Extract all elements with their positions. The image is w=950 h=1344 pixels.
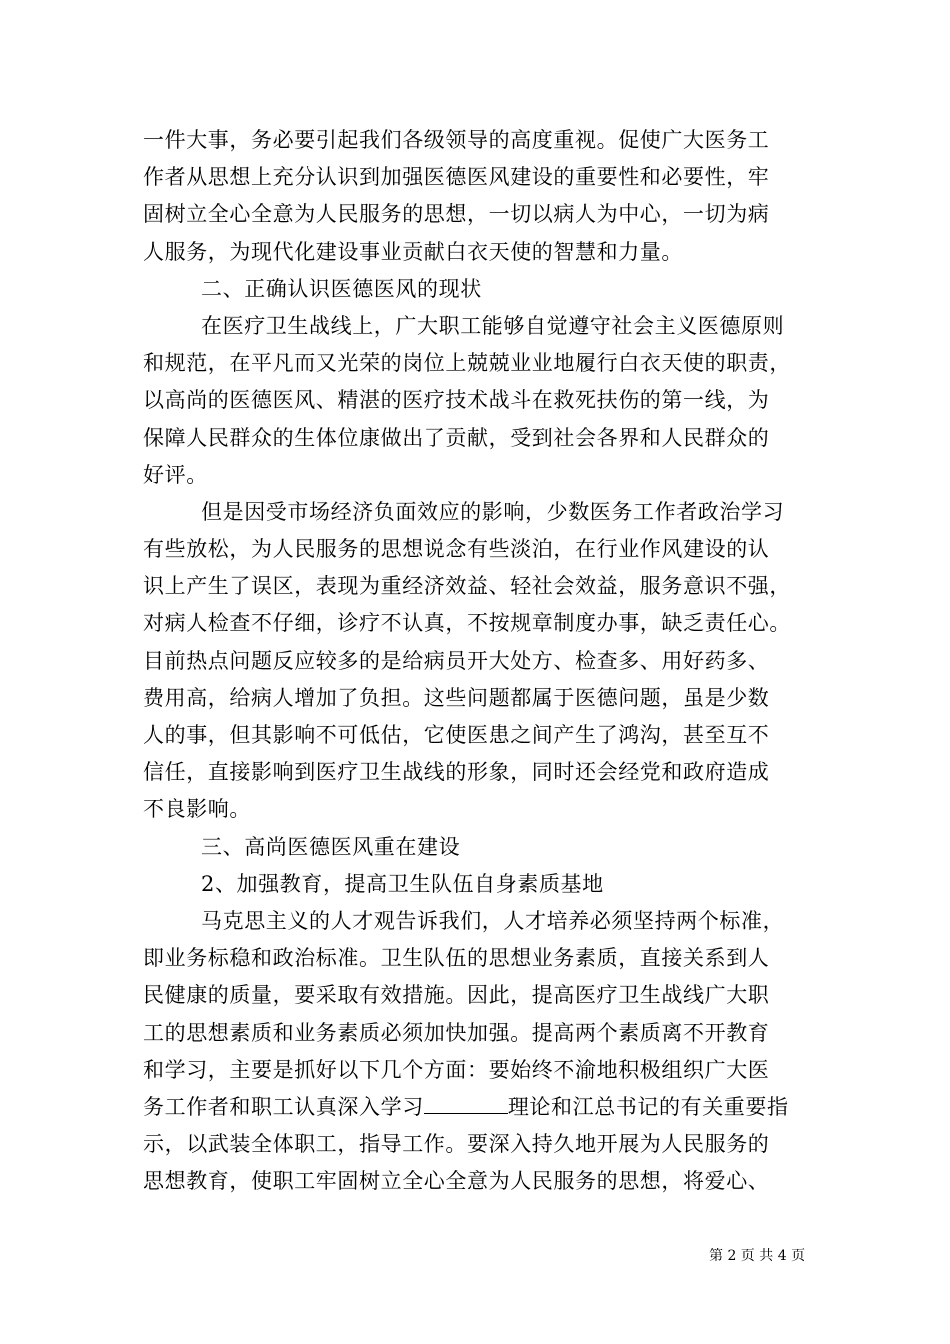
text-line: 费用高，给病人增加了负担。这些问题都属于医德问题，虽是少数	[143, 685, 770, 710]
text-line: 民健康的质量，要采取有效措施。因此，提高医疗卫生战线广大职	[143, 983, 770, 1008]
text-line: 对病人检查不仔细，诊疗不认真，不按规章制度办事，缺乏责任心。	[143, 611, 791, 636]
section-heading: 二、正确认识医德医风的现状	[201, 276, 482, 301]
text-fragment: 理论和江总书记的有关重要指	[507, 1094, 789, 1119]
text-line: 一件大事，务必要引起我们各级领导的高度重视。促使广大医务工	[143, 128, 770, 152]
text-line: 在医疗卫生战线上，广大职工能够自觉遵守社会主义医德原则	[201, 313, 785, 338]
text-line: 人服务，为现代化建设事业贡献白衣天使的智慧和力量。	[143, 239, 683, 264]
text-line-with-blank	[143, 1089, 823, 1126]
text-line: 马克思主义的人才观告诉我们，人才培养必须坚持两个标准，	[201, 908, 785, 933]
fill-in-blank	[424, 1095, 508, 1114]
text-line: 思想教育，使职工牢固树立全心全意为人民服务的思想，将爱心、	[143, 1169, 770, 1194]
text-line: 保障人民群众的生体位康做出了贡献，受到社会各界和人民群众的	[143, 425, 770, 450]
text-line: 信任，直接影响到医疗卫生战线的形象，同时还会经党和政府造成	[143, 760, 770, 785]
subsection-heading: 2、加强教育，提高卫生队伍自身素质基地	[201, 871, 604, 896]
text-line: 固树立全心全意为人民服务的思想，一切以病人为中心，一切为病	[143, 202, 770, 227]
text-line: 识上产生了误区，表现为重经济效益、轻社会效益，服务意识不强，	[143, 574, 791, 599]
text-line: 但是因受市场经济负面效应的影响，少数医务工作者政治学习	[201, 499, 785, 524]
document-body	[143, 122, 823, 1200]
text-line: 和学习，主要是抓好以下几个方面：要始终不渝地积极组织广大医	[143, 1057, 770, 1082]
text-line: 工的思想素质和业务素质必须加快加强。提高两个素质离不开教育	[143, 1020, 770, 1045]
text-line: 即业务标稳和政治标准。卫生队伍的思想业务素质，直接关系到人	[143, 946, 770, 971]
text-line: 不良影响。	[143, 797, 251, 822]
text-line: 人的事，但其影响不可低估，它使医患之间产生了鸿沟，甚至互不	[143, 723, 770, 747]
text-line: 示，以武装全体职工，指导工作。要深入持久地开展为人民服务的	[143, 1132, 770, 1157]
text-line: 作者从思想上充分认识到加强医德医风建设的重要性和必要性，牢	[143, 165, 770, 190]
text-line: 和规范，在平凡而又光荣的岗位上兢兢业业地履行白衣天使的职责，	[143, 351, 791, 376]
text-line: 好评。	[143, 462, 208, 487]
text-line: 目前热点问题反应较多的是给病员开大处方、检查多、用好药多、	[143, 648, 770, 673]
text-line: 有些放松，为人民服务的思想说念有些淡泊，在行业作风建设的认	[143, 537, 770, 562]
text-fragment: 务工作者和职工认真深入学习	[143, 1094, 424, 1119]
page-number: 第 2 页 共 4 页	[709, 1248, 806, 1264]
text-line: 以高尚的医德医风、精湛的医疗技术战斗在救死扶伤的第一线，为	[143, 388, 770, 413]
section-heading: 三、高尚医德医风重在建设	[201, 834, 461, 859]
